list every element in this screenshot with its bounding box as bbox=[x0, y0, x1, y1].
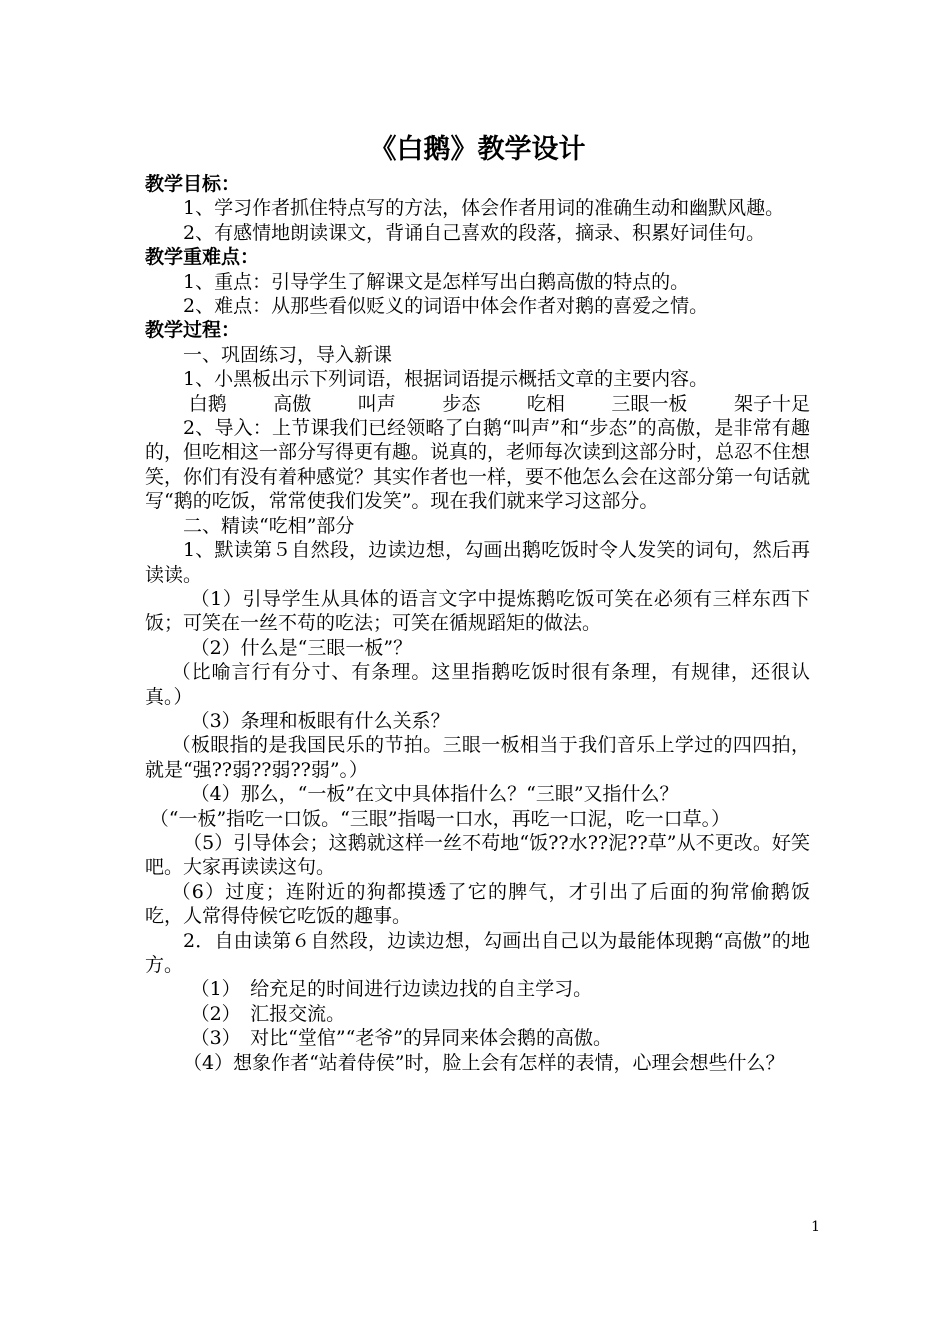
process-paragraph: 1、小黑板出示下列词语，根据词语提示概括文章的主要内容。 bbox=[183, 368, 709, 391]
process-paragraph: （1） 给充足的时间进行边读边找的自主学习。 bbox=[190, 978, 593, 1001]
key-points-heading: 教学重难点： bbox=[145, 246, 260, 269]
goal-item: 2、有感情地朗读课文，背诵自己喜欢的段落，摘录、积累好词佳句。 bbox=[183, 221, 766, 244]
process-paragraph: 二、精读“吃相”部分 bbox=[183, 514, 355, 537]
page-number: 1 bbox=[811, 1219, 820, 1235]
vocab-word: 高傲 bbox=[273, 392, 312, 415]
goal-item: 1、学习作者抓住特点写的方法，体会作者用词的准确生动和幽默风趣。 bbox=[183, 197, 785, 220]
vocab-word: 白鹅 bbox=[188, 392, 227, 415]
vocab-word: 叫声 bbox=[357, 392, 396, 415]
process-paragraph: （4）那么，“一板”在文中具体指什么？“三眼”又指什么？ bbox=[190, 783, 679, 806]
key-point-item: 1、重点：引导学生了解课文是怎样写出白鹅高傲的特点的。 bbox=[183, 270, 690, 293]
document-body bbox=[145, 130, 810, 1075]
vocab-word: 吃相 bbox=[526, 392, 565, 415]
goals-heading: 教学目标： bbox=[145, 173, 241, 195]
process-paragraph: （板眼指的是我国民乐的节拍。三眼一板相当于我们音乐上学过的四四拍，就是“强??弱??弱??弱”。） bbox=[145, 734, 810, 781]
process-paragraph: （比喻言行有分寸、有条理。这里指鹅吃饭时很有条理，有规律，还很认真。） bbox=[145, 661, 810, 708]
process-paragraph: （4）想象作者“站着侍侯”时，脸上会有怎样的表情，心理会想些什么？ bbox=[183, 1051, 785, 1074]
key-point-item: 2、难点：从那些看似贬义的词语中体会作者对鹅的喜爱之情。 bbox=[183, 295, 709, 318]
process-paragraph: （3）条理和板眼有什么关系？ bbox=[190, 709, 450, 732]
process-paragraph: 1、默读第５自然段，边读边想，勾画出鹅吃饭时令人发笑的词句，然后再读读。 bbox=[145, 539, 810, 586]
process-paragraph: （“一板”指吃一口饭。“三眼”指喝一口水，再吃一口泥，吃一口草。） bbox=[149, 807, 731, 830]
process-paragraph: （1）引导学生从具体的语言文字中提炼鹅吃饭可笑在必须有三样东西下饭；可笑在一丝不苟的吃法；可笑在循规蹈矩的做法。 bbox=[145, 587, 810, 635]
process-paragraph: 一、巩固练习，导入新课 bbox=[183, 343, 393, 366]
process-paragraph: 2、导入：上节课我们已经领略了白鹅“叫声”和“步态”的高傲，是非常有趣的，但吃相这一部分写得更有趣。说真的，老师每次读到这部分时，总忍不住想笑，你们有没有着种感觉？其实作者也一样，要不他怎么会在这部分第一句话就写“鹅的吃饭，常常使我们发笑”。现在我们就来学习这部分。 bbox=[145, 417, 811, 513]
vocab-word: 架子十足 bbox=[733, 392, 810, 415]
vocab-word: 三眼一板 bbox=[611, 392, 688, 415]
process-paragraph: （5）引导体会；这鹅就这样一丝不苟地“饭??水??泥??草”从不更改。好笑吧。大家再读读这句。 bbox=[145, 831, 810, 879]
process-heading: 教学过程： bbox=[145, 319, 241, 342]
process-paragraph: 2．自由读第６自然段，边读边想，勾画出自己以为最能体现鹅“高傲”的地方。 bbox=[145, 929, 810, 976]
process-paragraph: （2）什么是“三眼一板”？ bbox=[190, 636, 413, 659]
process-paragraph: （3） 对比“堂倌”“老爷”的异同来体会鹅的高傲。 bbox=[190, 1027, 613, 1050]
document-title: 《白鹅》教学设计 bbox=[369, 134, 586, 165]
vocabulary-list bbox=[145, 392, 810, 416]
process-paragraph: （6）过度；连附近的狗都摸透了它的脾气，才引出了后面的狗常偷鹅饭吃，人常得侍候它吃饭的趣事。 bbox=[145, 880, 810, 928]
process-paragraph: （2） 汇报交流。 bbox=[190, 1002, 346, 1025]
vocab-word: 步态 bbox=[442, 392, 481, 415]
